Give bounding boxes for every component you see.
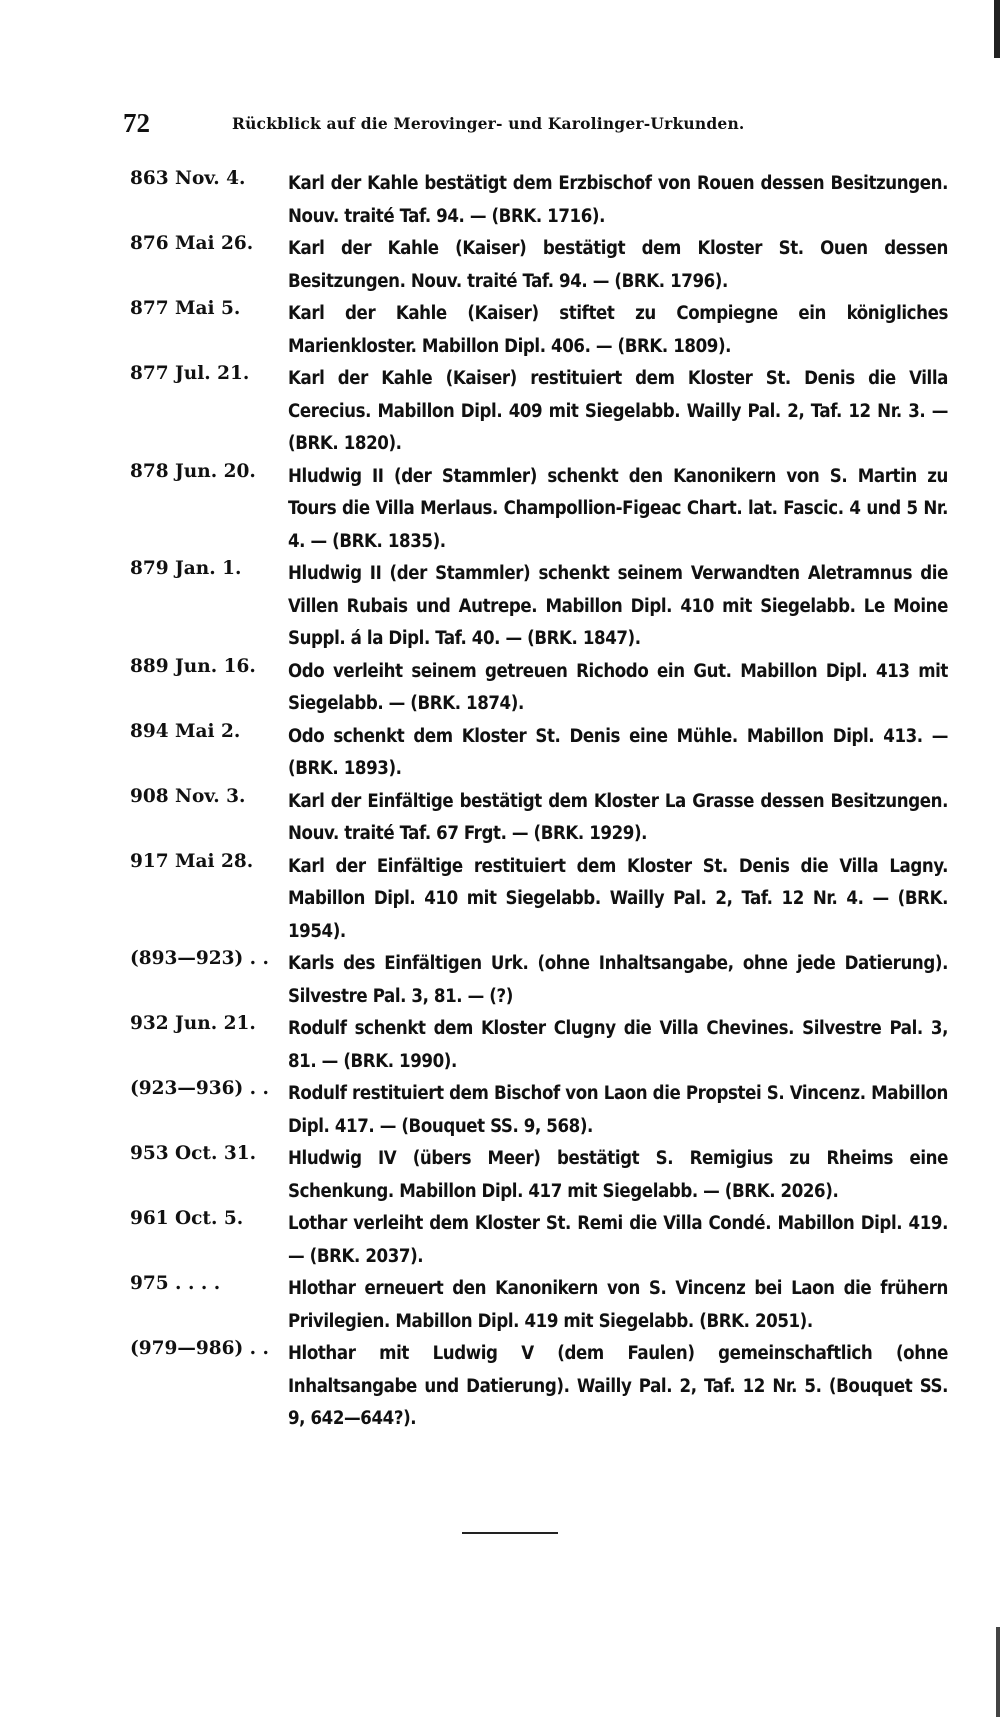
list-item — [0, 558, 1000, 656]
entry-text: Karls des Einfältigen Urk. (ohne Inhaltsangabe, ohne jede Datierung). Silvestre Pal. 3, 81. — (?) — [288, 953, 948, 1007]
page-number: 72 — [123, 108, 150, 138]
entry-text: Rodulf schenkt dem Kloster Clugny die Villa Chevines. Silvestre Pal. 3, 81. — (BRK. 1990). — [288, 1018, 948, 1072]
entry-date: 889 Jun. 16. — [130, 655, 256, 677]
entry-text: Karl der Kahle (Kaiser) restituiert dem Kloster St. Denis die Villa Cerecius. Mabillon Dipl. 409 mit Siegelabb. Wailly Pal. 2, Taf. 12 Nr. 3. — (BRK. 1820). — [288, 368, 948, 454]
list-item — [0, 1143, 1000, 1208]
entry-date: (893—923) . . — [130, 948, 270, 969]
entry-date: (979—986) . . — [130, 1338, 270, 1359]
entry-text: Hlothar erneuert den Kanonikern von S. Vincenz bei Laon die frühern Privilegien. Mabillon Dipl. 419 mit Siegelabb. (BRK. 2051). — [288, 1278, 948, 1332]
list-item — [0, 1013, 1000, 1078]
list-item — [0, 948, 1000, 1013]
entry-date: 863 Nov. 4. — [130, 168, 246, 189]
running-head: Rückblick auf die Merovinger- und Karolinger-Urkunden. — [232, 114, 745, 133]
list-item — [0, 1078, 1000, 1143]
scan-edge-mark — [996, 1627, 1000, 1717]
list-item — [0, 786, 1000, 851]
entry-text: Karl der Kahle (Kaiser) stiftet zu Compiegne ein königliches Marienkloster. Mabillon Dipl. 406. — (BRK. 1809). — [288, 303, 948, 357]
entry-date: 877 Jul. 21. — [130, 363, 250, 384]
entry-text: Karl der Kahle bestätigt dem Erzbischof von Rouen dessen Besitzungen. Nouv. traité Taf. 94. — (BRK. 1716). — [288, 173, 948, 227]
list-item — [0, 461, 1000, 559]
entry-date: 917 Mai 28. — [130, 850, 254, 872]
entry-date: 878 Jun. 20. — [130, 460, 256, 482]
entry-date: 961 Oct. 5. — [130, 1208, 244, 1229]
entry-text: Odo verleiht seinem getreuen Richodo ein Gut. Mabillon Dipl. 413 mit Siegelabb. — (BRK. 1874). — [288, 660, 948, 714]
list-item — [0, 656, 1000, 721]
entry-date: 879 Jan. 1. — [130, 558, 242, 579]
entry-date: 953 Oct. 31. — [130, 1143, 257, 1164]
entry-date: 932 Jun. 21. — [130, 1013, 256, 1034]
list-item — [0, 1208, 1000, 1273]
entry-date: 894 Mai 2. — [130, 720, 241, 742]
entry-text: Hludwig IV (übers Meer) bestätigt S. Remigius zu Rheims eine Schenkung. Mabillon Dipl. 417 mit Siegelabb. — (BRK. 2026). — [288, 1148, 948, 1202]
entry-text: Hludwig II (der Stammler) schenkt den Kanonikern von S. Martin zu Tours die Villa Merlaus. Champollion-Figeac Chart. lat. Fascic. 4 und 5 Nr. 4. — (BRK. 1835). — [288, 465, 948, 552]
entry-text: Lothar verleiht dem Kloster St. Remi die Villa Condé. Mabillon Dipl. 419. — (BRK. 2037). — [288, 1213, 948, 1267]
list-item — [0, 363, 1000, 461]
entry-text: Rodulf restituiert dem Bischof von Laon die Propstei S. Vincenz. Mabillon Dipl. 417. — (Bouquet SS. 9, 568). — [288, 1083, 948, 1137]
entry-date: 876 Mai 26. — [130, 233, 254, 254]
entry-text: Odo schenkt dem Kloster St. Denis eine Mühle. Mabillon Dipl. 413. — (BRK. 1893). — [288, 725, 948, 779]
list-item — [0, 1338, 1000, 1436]
entry-text: Karl der Kahle (Kaiser) bestätigt dem Kloster St. Ouen dessen Besitzungen. Nouv. traité Taf. 94. — (BRK. 1796). — [288, 238, 948, 292]
list-item — [0, 721, 1000, 786]
entry-text: Karl der Einfältige restituiert dem Kloster St. Denis die Villa Lagny. Mabillon Dipl. 410 mit Siegelabb. Wailly Pal. 2, Taf. 12 Nr. 4. — (BRK. 1954). — [288, 855, 948, 942]
entry-text: Hludwig II (der Stammler) schenkt seinem Verwandten Aletramnus die Villen Rubais und Autrepe. Mabillon Dipl. 410 mit Siegelabb. Le Moine Suppl. á la Dipl. Taf. 40. — (BRK. 1847). — [288, 563, 948, 649]
entry-list — [0, 168, 1000, 1436]
entry-date: (923—936) . . — [130, 1078, 270, 1099]
list-item — [0, 851, 1000, 949]
list-item — [0, 298, 1000, 363]
list-item — [0, 1273, 1000, 1338]
list-item — [0, 168, 1000, 233]
closing-rule — [462, 1532, 558, 1534]
entry-date: 877 Mai 5. — [130, 298, 241, 319]
entry-text: Hlothar mit Ludwig V (dem Faulen) gemeinschaftlich (ohne Inhaltsangabe und Datierung). Wailly Pal. 2, Taf. 12 Nr. 5. (Bouquet SS. 9, 642—644?). — [288, 1343, 948, 1429]
entry-text: Karl der Einfältige bestätigt dem Kloster La Grasse dessen Besitzungen. Nouv. traité Taf. 67 Frgt. — (BRK. 1929). — [288, 790, 948, 844]
entry-date: 975 . . . . — [130, 1273, 221, 1294]
list-item — [0, 233, 1000, 298]
scan-edge-mark — [994, 0, 1000, 58]
entry-date: 908 Nov. 3. — [130, 785, 246, 807]
